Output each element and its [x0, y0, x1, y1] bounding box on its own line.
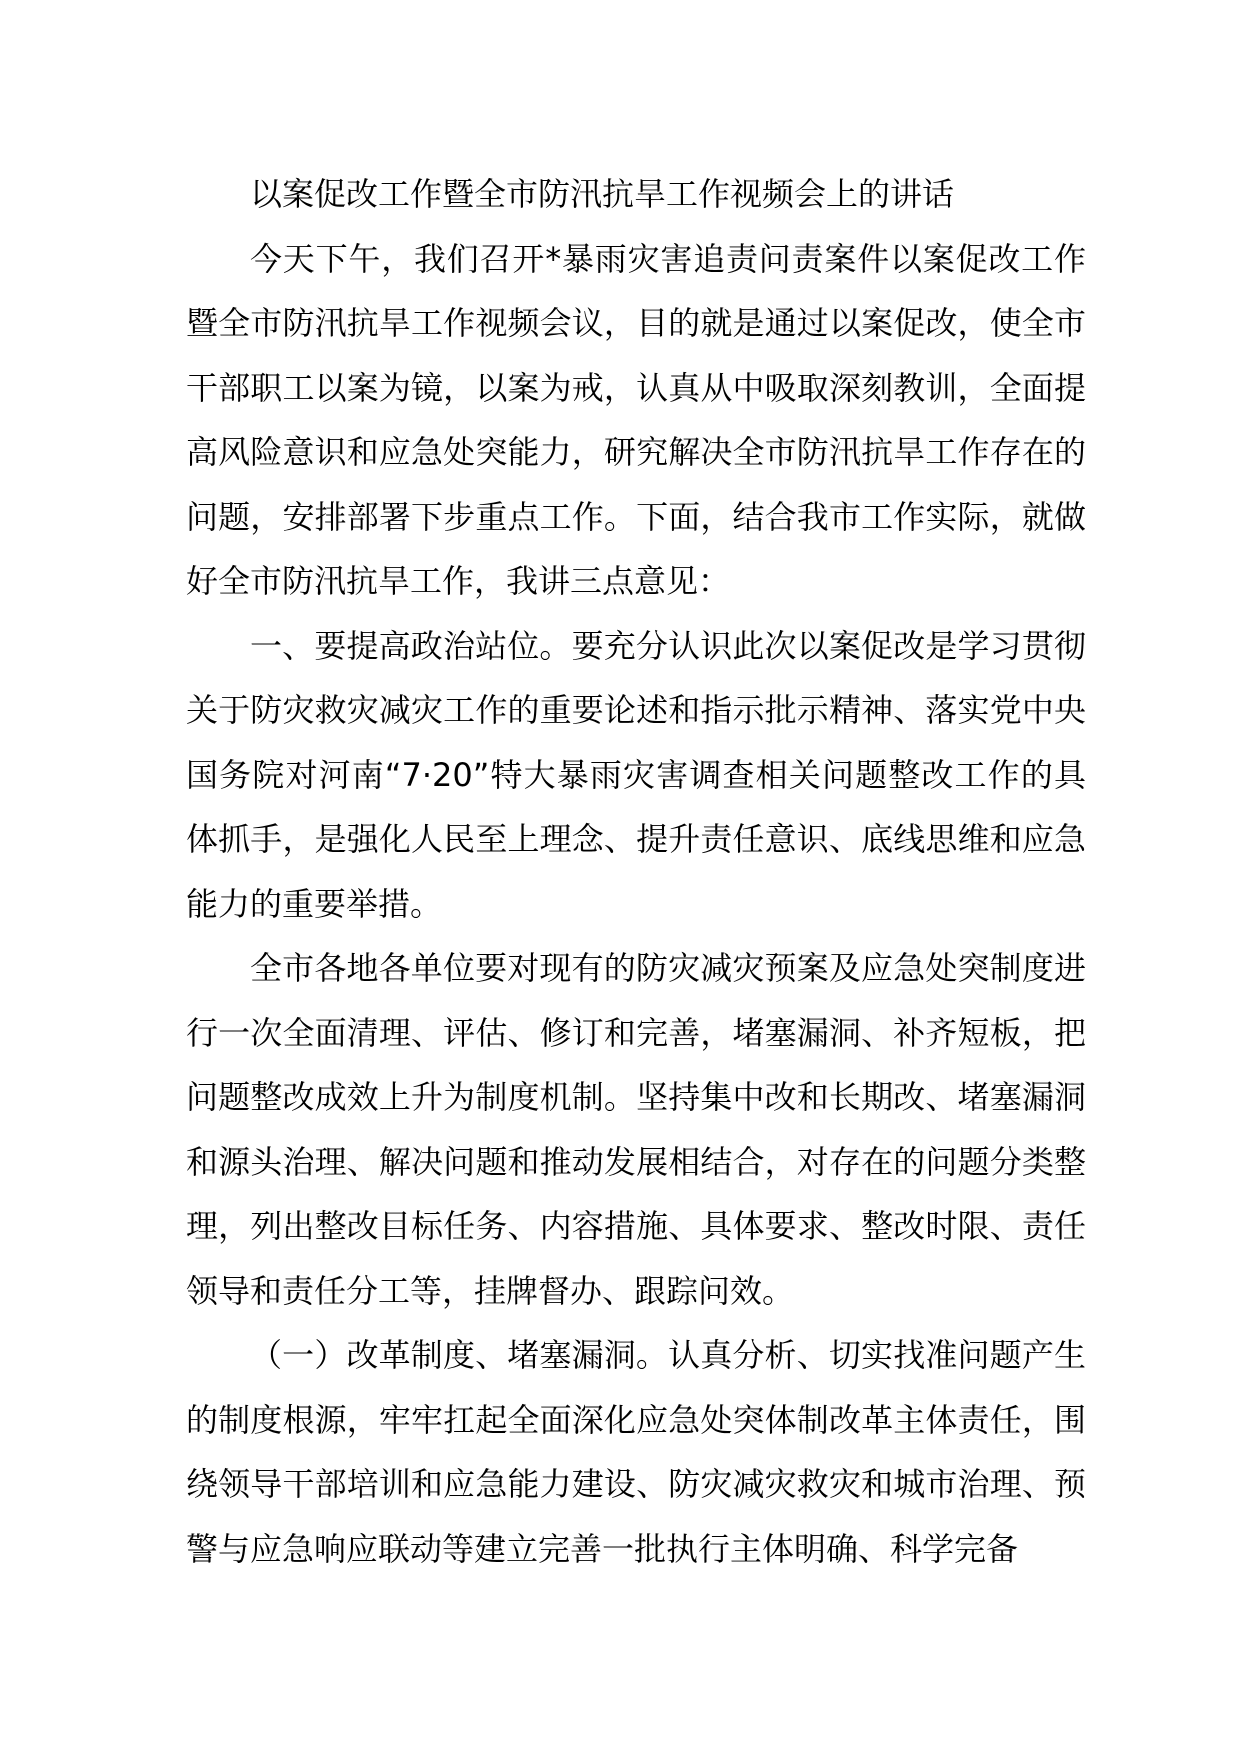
paragraph-intro: 今天下午，我们召开*暴雨灾害追责问责案件以案促改工作暨全市防汛抗旱工作视频会议，目的就是通过以案促改，使全市干部职工以案为镜，以案为戒，认真从中吸取深刻教训，全面提高风险意识和应急处突能力，研究解决全市防汛抗旱工作存在的问题，安排部署下步重点工作。下面，结合我市工作实际，就做好全市防汛抗旱工作，我讲三点意见： — [186, 239, 1086, 600]
document-title: 以案促改工作暨全市防汛抗旱工作视频会上的讲话 — [250, 175, 955, 213]
paragraph-point-one: 一、要提高政治站位。要充分认识此次以案促改是学习贯彻关于防灾救灾减灾工作的重要论述和指示批示精神、落实党中央国务院对河南“7·20”特大暴雨灾害调查相关问题整改工作的具体抓手，是强化人民至上理念、提升责任意识、底线思维和应急能力的重要举措。 — [186, 626, 1086, 923]
document-page — [186, 162, 1086, 1581]
paragraph-subpoint-one: （一）改革制度、堵塞漏洞。认真分析、切实找准问题产生的制度根源，牢牢扛起全面深化应急处突体制改革主体责任，围绕领导干部培训和应急能力建设、防灾减灾救灾和城市治理、预警与应急响应联动等建立完善一批执行主体明确、科学完备 — [186, 1336, 1086, 1568]
paragraph-units-review: 全市各地各单位要对现有的防灾减灾预案及应急处突制度进行一次全面清理、评估、修订和完善，堵塞漏洞、补齐短板，把问题整改成效上升为制度机制。坚持集中改和长期改、堵塞漏洞和源头治理、解决问题和推动发展相结合，对存在的问题分类整理，列出整改目标任务、内容措施、具体要求、整改时限、责任领导和责任分工等，挂牌督办、跟踪问效。 — [186, 949, 1086, 1310]
